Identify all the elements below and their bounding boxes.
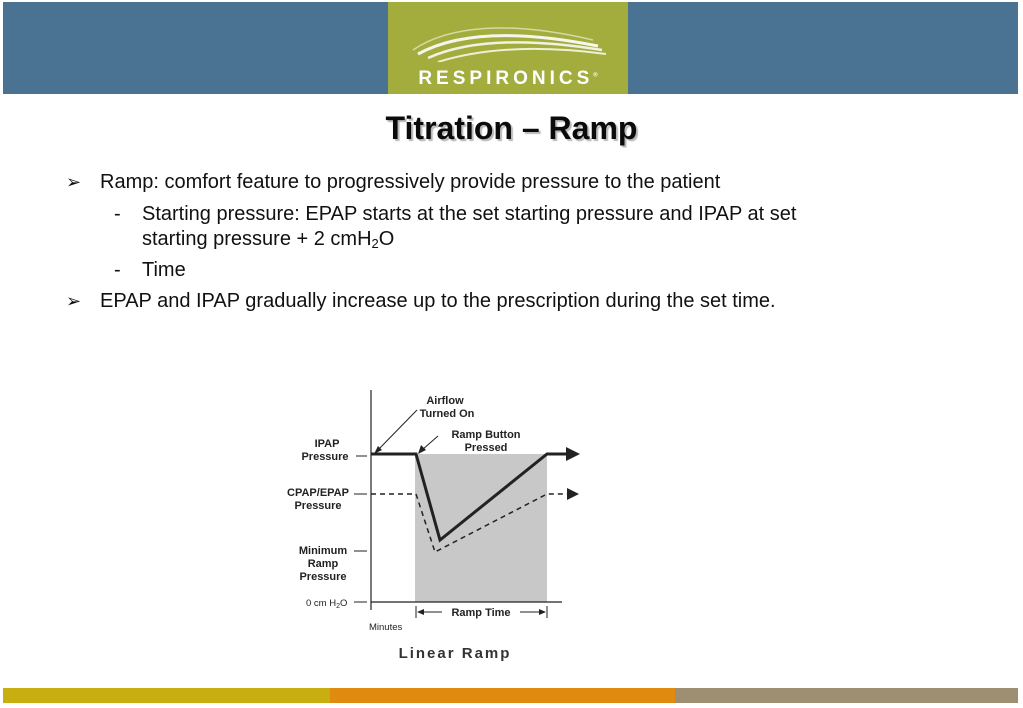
label-min-pressure: Pressure: [299, 571, 347, 583]
dash-bullet: -: [114, 259, 121, 281]
ramp-time-right-arrow-icon: [539, 609, 546, 615]
bullet-2-text: EPAP and IPAP gradually increase up to the prescription during the set time.: [100, 290, 776, 312]
sub-bullet-2: Time: [142, 259, 186, 281]
logo-swoosh-icon: [388, 12, 628, 62]
dash-bullet: -: [114, 203, 121, 225]
annotation-turned-on: Turned On: [419, 408, 475, 420]
ramp-time-left-arrow-icon: [417, 609, 424, 615]
label-zero: 0 cm $H_2O$: [306, 598, 348, 610]
ramp-button-arrow-icon: [418, 445, 426, 454]
footer-bar-taupe: [675, 688, 1018, 703]
bullet-1-text: Ramp: comfort feature to progressively provide pressure to the patient: [100, 171, 721, 193]
label-cpap-epap: CPAP/EPAP: [287, 487, 349, 499]
epap-arrow-head: [567, 488, 579, 500]
brand-mark: ®: [593, 72, 598, 79]
footer-bar-orange: [330, 688, 675, 703]
annotation-ramp-button: Ramp Button: [451, 429, 521, 441]
x-axis-label: Minutes: [369, 622, 403, 633]
ipap-arrow-head: [566, 447, 580, 461]
footer-bar-yellow: [3, 688, 330, 703]
linear-ramp-chart: [270, 378, 600, 670]
ramp-button-pointer: [422, 436, 438, 450]
page-title: Titration – Ramp: [385, 110, 638, 146]
label-cpap-pressure: Pressure: [294, 500, 342, 512]
label-ipap-pressure: Pressure: [301, 451, 349, 463]
label-ipap: IPAP: [314, 438, 340, 450]
sub-bullet-1-line1: Starting pressure: EPAP starts at the set starting pressure and IPAP at set: [142, 203, 797, 225]
annotation-airflow: Airflow: [426, 395, 464, 407]
respironics-logo: [388, 2, 628, 94]
annotation-pressed: Pressed: [464, 442, 508, 454]
arrow-bullet-icon: ➢: [66, 172, 82, 192]
label-ramp: Ramp: [307, 558, 339, 570]
sub-bullet-1-line2: starting pressure + 2 cmH$_2$O: [142, 228, 395, 251]
arrow-bullet-icon: ➢: [66, 291, 82, 311]
annotation-ramp-time: Ramp Time: [451, 607, 511, 619]
brand-name: RESPIRONICS: [418, 68, 594, 89]
airflow-pointer: [376, 410, 417, 452]
label-minimum: Minimum: [298, 545, 348, 557]
chart-title: Linear Ramp: [398, 645, 512, 662]
